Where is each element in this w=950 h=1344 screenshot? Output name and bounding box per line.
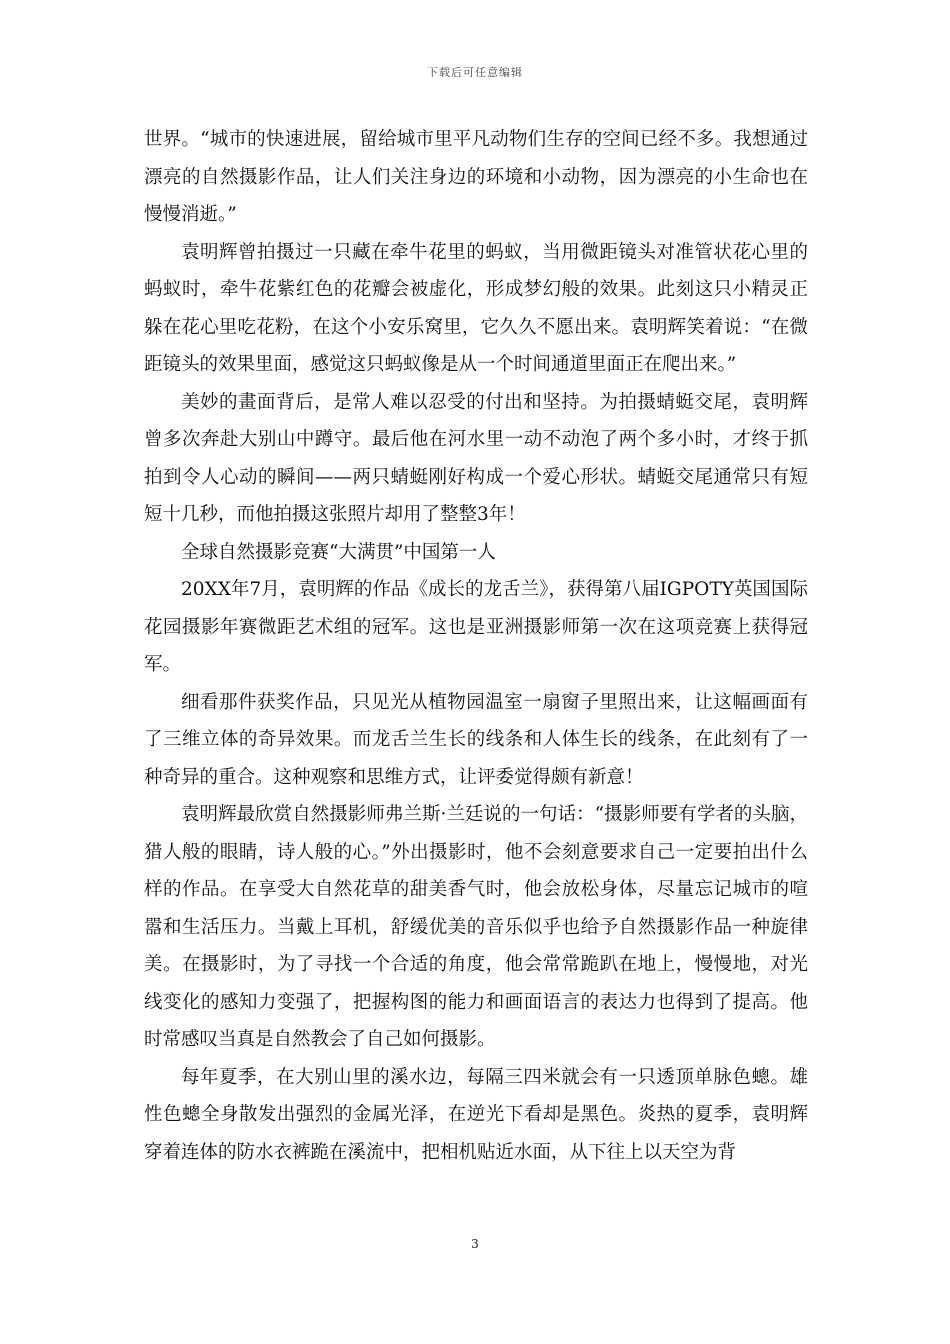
paragraph-7: 每年夏季，在大别山里的溪水边，每隔三四米就会有一只透顶单脉色蟌。雄性色蟌全身散发出强烈的金属光泽，在逆光下看却是黑色。炎热的夏季，袁明辉穿着连体的防水衣裤跪在溪流中，把相机贴近水面，从下往上以天空为背 [144,1066,808,1163]
paragraph-1: 世界。“城市的快速进展，留给城市里平凡动物们生存的空间已经不多。我想通过漂亮的自然摄影作品，让人们关注身边的环境和小动物，因为漂亮的小生命也在慢慢消逝。” [144,129,808,225]
page-header: 下载后可任意编辑 [427,66,523,79]
page-number: 3 [471,1237,479,1251]
paragraph-2: 袁明辉曾拍摄过一只藏在牵牛花里的蚂蚁，当用微距镜头对准管状花心里的蚂蚁时，牵牛花紫红色的花瓣会被虚化，形成梦幻般的效果。此刻这只小精灵正躲在花心里吃花粉，在这个小安乐窝里，它久久不愿出来。袁明辉笑着说：“在微距镜头的效果里面，感觉这只蚂蚁像是从一个时间通道里面正在爬出来。” [144,241,808,375]
paragraph-4: 20XX年7月，袁明辉的作品《成长的龙舌兰》，获得第八届IGPOTY英国国际花园摄影年赛微距艺术组的冠军。这也是亚洲摄影师第一次在这项竞赛上获得冠军。 [144,579,808,675]
paragraph-6: 袁明辉最欣赏自然摄影师弗兰斯·兰廷说的一句话：“摄影师要有学者的头脑，猎人般的眼睛，诗人般的心。”外出摄影时，他不会刻意要求自己一定要拍出什么样的作品。在享受大自然花草的甜美香气时，他会放松身体，尽量忘记城市的喧嚣和生活压力。当戴上耳机，舒缓优美的音乐似乎也给予自然摄影作品一种旋律美。在摄影时，为了寻找一个合适的角度，他会常常跪趴在地上，慢慢地，对光线变化的感知力变强了，把握构图的能力和画面语言的表达力也得到了提高。他时常感叹当真是自然教会了自己如何摄影。 [144,804,808,1050]
section-heading: 全球自然摄影竞赛“大满贯”中国第一人 [181,541,496,563]
paragraph-3: 美妙的畫面背后，是常人难以忍受的付出和坚持。为拍摄蜻蜓交尾，袁明辉曾多次奔赴大别山中蹲守。最后他在河水里一动不动泡了两个多小时，才终于抓拍到令人心动的瞬间——两只蜻蜓刚好构成一个爱心形状。蜻蜓交尾通常只有短短十几秒，而他拍摄这张照片却用了整整3年！ [144,391,808,525]
body-text [144,121,808,1171]
paragraph-5: 细看那件获奖作品，只见光从植物园温室一扇窗子里照出来，让这幅画面有了三维立体的奇异效果。而龙舌兰生长的线条和人体生长的线条，在此刻有了一种奇异的重合。这种观察和思维方式，让评委觉得颇有新意！ [144,691,808,788]
